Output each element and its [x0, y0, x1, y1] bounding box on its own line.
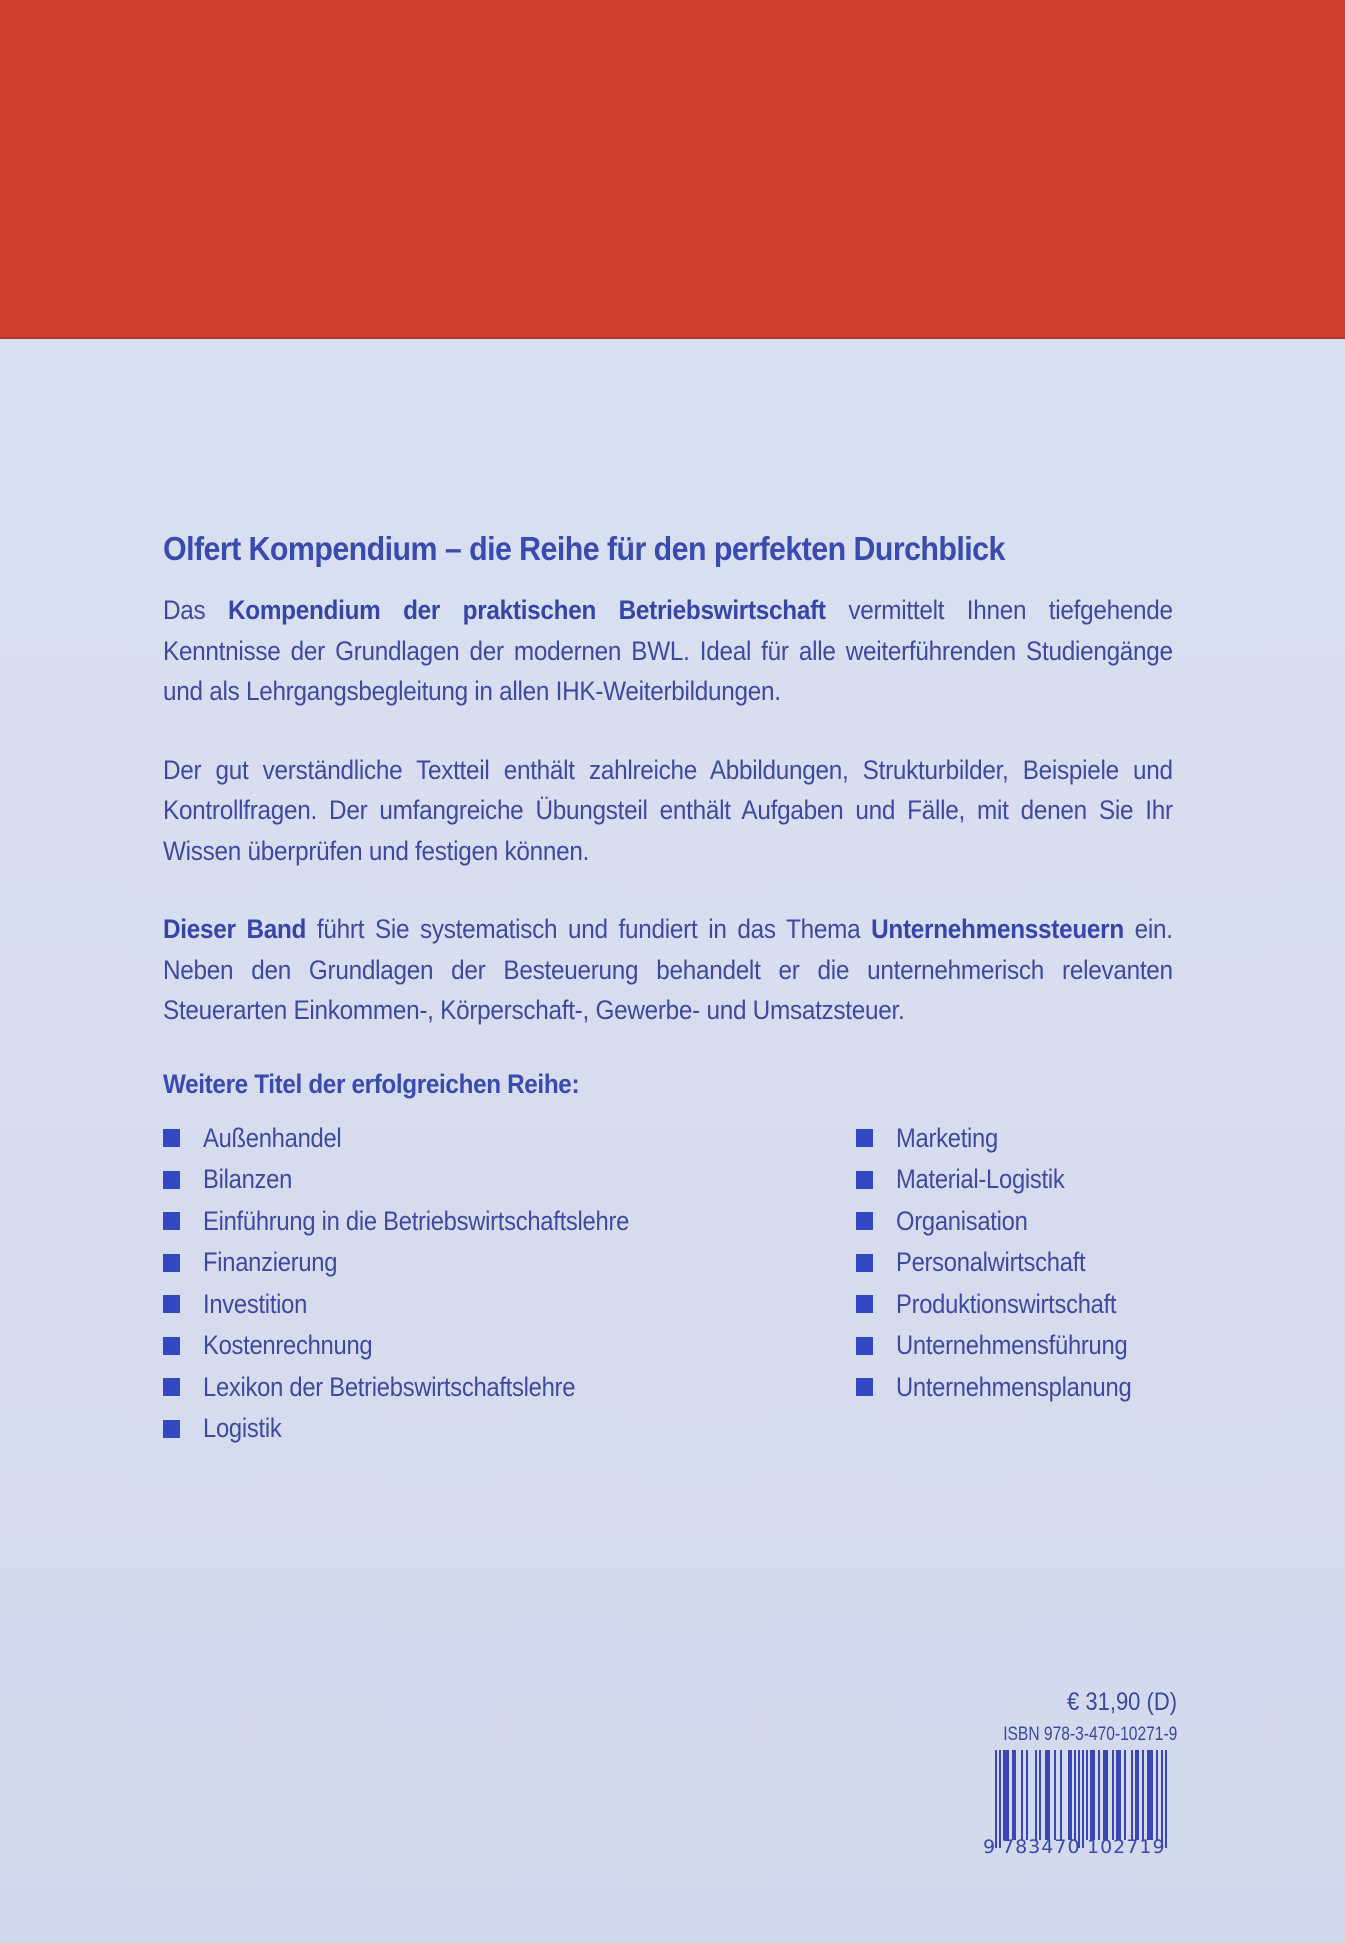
square-bullet-icon: [856, 1171, 873, 1189]
back-cover-text: [163, 530, 1173, 1458]
series-list-heading: Weitere Titel der erfolgreichen Reihe:: [163, 1068, 580, 1099]
list-item-label: Bilanzen: [203, 1164, 293, 1195]
list-item: [163, 1408, 687, 1450]
intro-text-end: vermittelt Ihnen tiefgehende Kenntnisse der Grundlagen der modernen BWL. Ideal für alle weiterführenden Studiengänge und als Lehrgangsbegleitung in allen IHK-Weiterbildungen.: [163, 595, 1173, 706]
price-label: € 31,90 (D): [1066, 1688, 1177, 1716]
list-item-label: Investition: [203, 1288, 308, 1319]
square-bullet-icon: [856, 1337, 873, 1355]
barcode-digits: [985, 1836, 1179, 1860]
square-bullet-icon: [856, 1254, 873, 1272]
list-item: [856, 1367, 1164, 1409]
list-item: [163, 1201, 687, 1243]
volume-topic: Unternehmenssteuern: [871, 914, 1124, 944]
list-item-label: Logistik: [203, 1413, 282, 1444]
barcode-left-digits: 783470: [1002, 1836, 1081, 1858]
volume-bold-label: Dieser Band: [163, 914, 307, 944]
square-bullet-icon: [856, 1378, 873, 1396]
isbn-label: ISBN 978-3-470-10271-9: [1002, 1724, 1177, 1745]
list-item-label: Marketing: [896, 1122, 998, 1153]
square-bullet-icon: [163, 1171, 180, 1189]
square-bullet-icon: [856, 1212, 873, 1230]
square-bullet-icon: [163, 1337, 180, 1355]
volume-text-end: ein. Neben den Grundlagen der Besteuerung behandelt er die unternehmerisch relevanten Steuerarten Einkommen-, Körperschaft-, Gewerbe- und Umsatzsteuer.: [163, 914, 1173, 1025]
list-item-label: Material-Logistik: [896, 1164, 1065, 1195]
square-bullet-icon: [163, 1254, 180, 1272]
list-item-label: Unternehmensführung: [896, 1330, 1128, 1361]
intro-text-start: Das: [163, 595, 228, 625]
list-item: [856, 1118, 1164, 1160]
square-bullet-icon: [163, 1295, 180, 1313]
list-item-label: Kostenrechnung: [203, 1330, 373, 1361]
list-item-label: Lexikon der Betriebswirtschaftslehre: [203, 1371, 576, 1402]
list-item: [856, 1325, 1164, 1367]
list-item-label: Einführung in die Betriebswirtschaftslehre: [203, 1205, 630, 1236]
list-item: [856, 1201, 1164, 1243]
barcode: [985, 1750, 1179, 1862]
barcode-first-digit: 9: [983, 1836, 996, 1858]
list-item: [163, 1284, 687, 1326]
volume-text-mid: führt Sie systematisch und fundiert in das Thema: [306, 914, 872, 944]
list-item-label: Unternehmensplanung: [896, 1371, 1132, 1402]
series-title: Olfert Kompendium – die Reihe für den perfekten Durchblick: [163, 530, 1005, 567]
list-item-label: Außenhandel: [203, 1122, 342, 1153]
intro-paragraph: [163, 590, 1173, 712]
square-bullet-icon: [163, 1420, 180, 1438]
list-item-label: Finanzierung: [203, 1247, 338, 1278]
list-item: [163, 1159, 687, 1201]
square-bullet-icon: [163, 1378, 180, 1396]
cover-red-band: [0, 0, 1345, 339]
square-bullet-icon: [163, 1212, 180, 1230]
square-bullet-icon: [856, 1129, 873, 1147]
intro-bold-title: Kompendium der praktischen Betriebswirtschaft: [227, 595, 826, 625]
list-item: [163, 1242, 687, 1284]
list-item: [163, 1325, 687, 1367]
list-item: [856, 1284, 1164, 1326]
features-paragraph: Der gut verständliche Textteil enthält zahlreiche Abbildungen, Strukturbilder, Beispiele und Kontrollfragen. Der umfangreiche Übungsteil enthält Aufgaben und Fälle, mit denen Sie Ihr Wissen überprüfen und festigen können.: [163, 754, 1173, 866]
square-bullet-icon: [856, 1295, 873, 1313]
list-item: [856, 1242, 1164, 1284]
list-item: [163, 1367, 687, 1409]
list-item-label: Personalwirtschaft: [896, 1247, 1086, 1278]
volume-paragraph: [163, 909, 1173, 1031]
barcode-right-digits: 102719: [1087, 1836, 1166, 1858]
series-list-left: [163, 1118, 687, 1450]
list-item: [163, 1118, 687, 1160]
series-title-lists: [163, 1118, 1173, 1458]
list-item-label: Organisation: [896, 1205, 1028, 1236]
series-list-right: [856, 1118, 1164, 1409]
square-bullet-icon: [163, 1129, 180, 1147]
list-item-label: Produktionswirtschaft: [896, 1288, 1117, 1319]
list-item: [856, 1159, 1164, 1201]
